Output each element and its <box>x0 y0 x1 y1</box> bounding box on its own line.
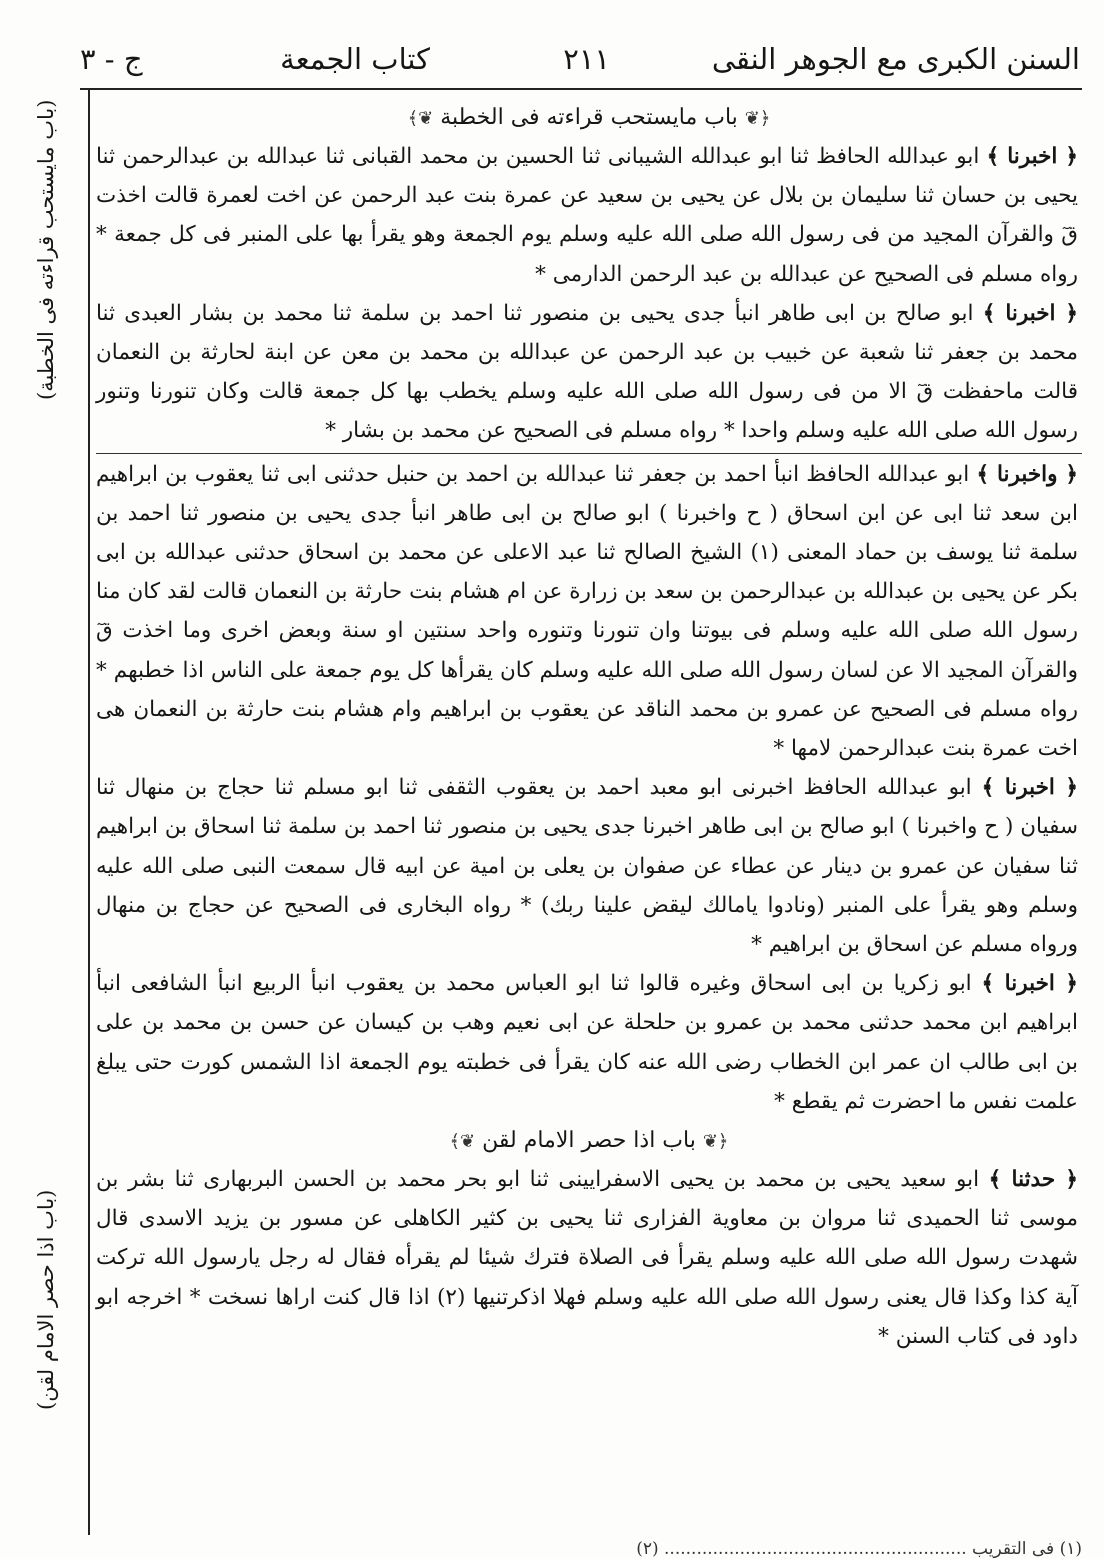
margin-rule <box>88 90 90 1535</box>
hadith-paragraph <box>96 137 1082 294</box>
hadith-paragraph <box>96 768 1082 964</box>
margin-note-1: (باب مايستحب قراءته فى الخطبة) <box>34 99 58 401</box>
hadith-paragraph <box>96 294 1082 451</box>
paragraph-opener: ﴿ اخبرنا ﴾ <box>986 144 1078 169</box>
section-title: ﴿❦ باب اذا حصر الامام لقن ❦﴾ <box>449 1128 729 1154</box>
paragraph-text: ابو سعيد يحيى بن محمد بن يحيى الاسفرايينى ثنا ابو بحر محمد بن الحسن البربهارى ثنا بشر بن موسى ثنا الحميدى ثنا مروان بن معاوية الفزارى ثنا يحيى بن كثير الكاهلى عن مسور بن يزيد الاسدى قال شهدت رسول الله صلى الله عليه وسلم يقرأ فى الصلاة فترك شيئا لم يقرأه فقال له رجل يارسول الله تركت آية كذا وكذا قال يعنى رسول الله صلى الله عليه وسلم فهلا اذكرتنيها (٢) اذا قال كنت اراها نسخت * اخرجه ابو داود فى كتاب السنن * <box>96 1167 1078 1349</box>
ornament-left-icon: ❦﴾ <box>407 108 434 129</box>
page-header <box>80 38 1080 90</box>
paragraph-opener: ﴿ اخبرنا ﴾ <box>981 775 1078 801</box>
paragraph-opener: ﴿ واخبرنا ﴾ <box>976 461 1079 487</box>
paragraph-text: ابو صالح بن ابى طاهر انبأ جدى يحيى بن منصور ثنا احمد بن سلمة ثنا محمد بن بشار العبدى ثنا محمد بن جعفر ثنا شعبة عن خبيب بن عبد الرحمن عن عبدالله بن محمد بن معن عن ابنة لحارثة بن النعمان قالت ماحفظت قٓ الا من فى رسول الله صلى الله عليه وسلم يخطب بها كل جمعة قالت وكان تنورنا وتنور رسول الله صلى الله عليه وسلم واحدا * رواه مسلم فى الصحيح عن محمد بن بشار * <box>96 300 1078 444</box>
hadith-paragraph <box>96 453 1082 769</box>
header-rule <box>80 88 1082 90</box>
footnote: (١) فى التقريب ........................................................ (٢) <box>636 1539 1082 1559</box>
margin-note-2: (باب اذا حصر الامام لقن) <box>34 1189 58 1411</box>
section-title: ﴿❦ باب مايستحب قراءته فى الخطبة ❦﴾ <box>407 105 771 130</box>
chapter-title-header: كتاب الجمعة <box>280 42 430 76</box>
paragraph-text: ابو زكريا بن ابى اسحاق وغيره قالوا ثنا ابو العباس محمد بن يعقوب انبأ الربيع انبأ الشافعى انبأ ابراهيم ابن محمد حدثنى محمد بن عمرو بن حلحلة عن ابى نعيم وهب بن كيسان عن حسن بن محمد بن على بن ابى طالب ان عمر ابن الخطاب رضى الله عنه كان يقرأ فى خطبته يوم الجمعة اذا الشمس كورت حتى يبلغ علمت نفس ما احضرت ثم يقطع * <box>96 971 1078 1114</box>
ornament-right-icon: ﴿❦ <box>702 1131 729 1153</box>
volume-number: ج - ٣ <box>80 42 143 76</box>
paragraph-text: ابو عبدالله الحافظ اخبرنى ابو معبد احمد بن يعقوب الثقفى ثنا ابو مسلم ثنا حجاج بن منهال ثنا سفيان ( ح واخبرنا ) ابو صالح بن ابى طاهر اخبرنا جدى يحيى بن منصور ثنا احمد بن سلمة ثنا اسحاق بن ابراهيم ثنا سفيان عن عمرو بن دينار عن عطاء عن صفوان بن يعلى بن امية عن ابيه قال سمعت النبى صلى الله عليه وسلم وهو يقرأ على المنبر (ونادوا يامالك ليقض علينا ربك) * رواه البخارى فى الصحيح عن حجاج بن منهال ورواه مسلم عن اسحاق بن ابراهيم * <box>96 775 1078 958</box>
hadith-paragraph <box>96 964 1082 1121</box>
paragraph-opener: ﴿ اخبرنا ﴾ <box>981 971 1078 997</box>
page-number: ٢١١ <box>563 42 610 76</box>
paragraph-text: ابو عبدالله الحافظ انبأ احمد بن جعفر ثنا عبدالله بن احمد بن حنبل حدثنى ابى ثنا يعقوب بن ابراهيم ابن سعد ثنا ابى عن ابن اسحاق ( ح واخبرنا ) ابو صالح بن ابى طاهر انبأ جدى يحيى بن منصور ثنا احمد بن سلمة ثنا يوسف بن حماد المعنى (١) الشيخ الصالح ثنا عبد الاعلى عن محمد بن اسحاق حدثنى عبدالله بن ابى بكر عن يحيى بن عبدالله بن عبدالرحمن بن سعد بن زرارة عن ام هشام بنت حارثة بن النعمان قالت لقد كان منا رسول الله صلى الله عليه وسلم فى بيوتنا وان تنورنا وتنوره واحد سنتين او سنة وبعض اخرى وما اخذت قٓ والقرآن المجيد الا عن لسان رسول الله صلى الله عليه وسلم كان يقرأها كل يوم جمعة على الناس اذا خطبهم * رواه مسلم فى الصحيح عن عمرو بن محمد الناقد عن يعقوب بن ابراهيم وام هشام بنت حارثة بن النعمان هى اخت عمرة بنت عبدالرحمن لامها * <box>96 461 1078 762</box>
book-title: السنن الكبرى مع الجوهر النقى <box>711 42 1080 76</box>
paragraph-opener: ﴿ اخبرنا ﴾ <box>982 300 1078 326</box>
main-text <box>96 98 1082 1356</box>
hadith-paragraph <box>96 1160 1082 1356</box>
ornament-left-icon: ❦﴾ <box>449 1131 476 1153</box>
paragraph-text: ابو عبدالله الحافظ ثنا ابو عبدالله الشيبانى ثنا الحسين بن محمد القبانى ثنا عبدالله بن عبدالرحمن ثنا يحيى بن حسان ثنا سليمان بن بلال عن يحيى بن سعيد عن عمرة بنت عبد الرحمن عن اخت لعمرة قالت اخذت قٓ والقرآن المجيد من فى رسول الله صلى الله عليه وسلم يوم الجمعة وهو يقرأ بها على المنبر فى كل جمعة * رواه مسلم فى الصحيح عن عبدالله بن عبد الرحمن الدارمى * <box>96 144 1078 287</box>
ornament-right-icon: ﴿❦ <box>744 108 771 129</box>
paragraph-opener: ﴿ حدثنا ﴾ <box>988 1167 1078 1193</box>
